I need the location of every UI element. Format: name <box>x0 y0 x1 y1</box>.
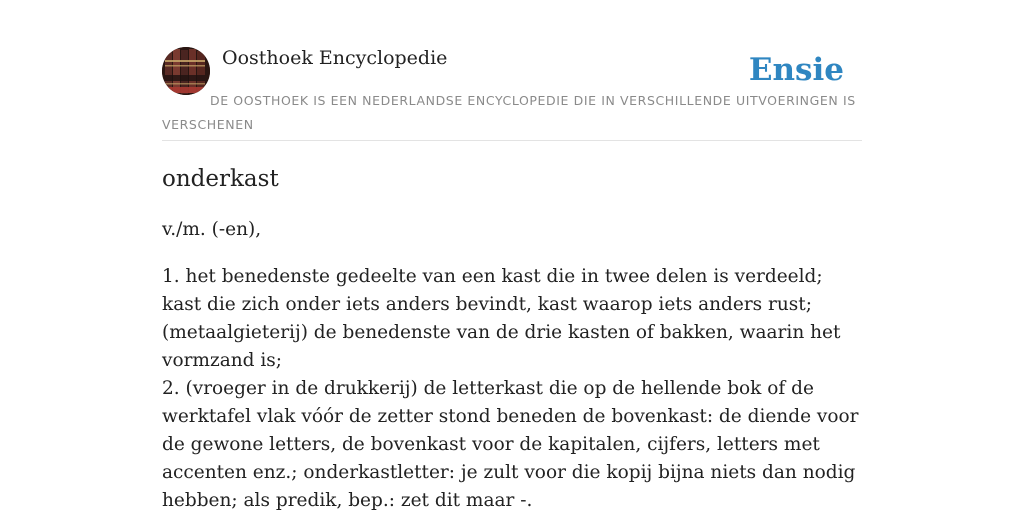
brand-logo[interactable]: Ensie <box>748 52 844 88</box>
book-spines-icon[interactable] <box>162 47 210 95</box>
header <box>162 0 862 141</box>
entry-grammar: v./m. (-en), <box>162 219 262 240</box>
page-container <box>162 0 862 511</box>
definition-item: 1. het benedenste gedeelte van een kast die in twee delen is verdeeld; kast die zich onder iets anders bevindt, kast waarop iets anders rust; (metaalgieterij) de benedenste van de drie kasten of bakken, waarin het vormzand is; <box>162 266 841 371</box>
site-title[interactable]: Oosthoek Encyclopedie <box>222 47 448 69</box>
entry-term: onderkast <box>162 166 279 192</box>
definition-item: 2. (vroeger in de drukkerij) de letterkast die op de hellende bok of de werktafel vlak vóór de zetter stond beneden de bovenkast: de diende voor de gewone letters, de bovenkast voor de kapitalen, cijfers, letters met accenten enz.; onderkastletter: je zult voor die kopij bijna niets dan nodig hebben; als predik, bep.: zet dit maar -. <box>162 378 859 511</box>
entry-definition <box>162 263 862 512</box>
site-tagline: DE OOSTHOEK IS EEN NEDERLANDSE ENCYCLOPEDIE DIE IN VERSCHILLENDE UITVOERINGEN IS VERSCHENEN <box>162 93 856 132</box>
